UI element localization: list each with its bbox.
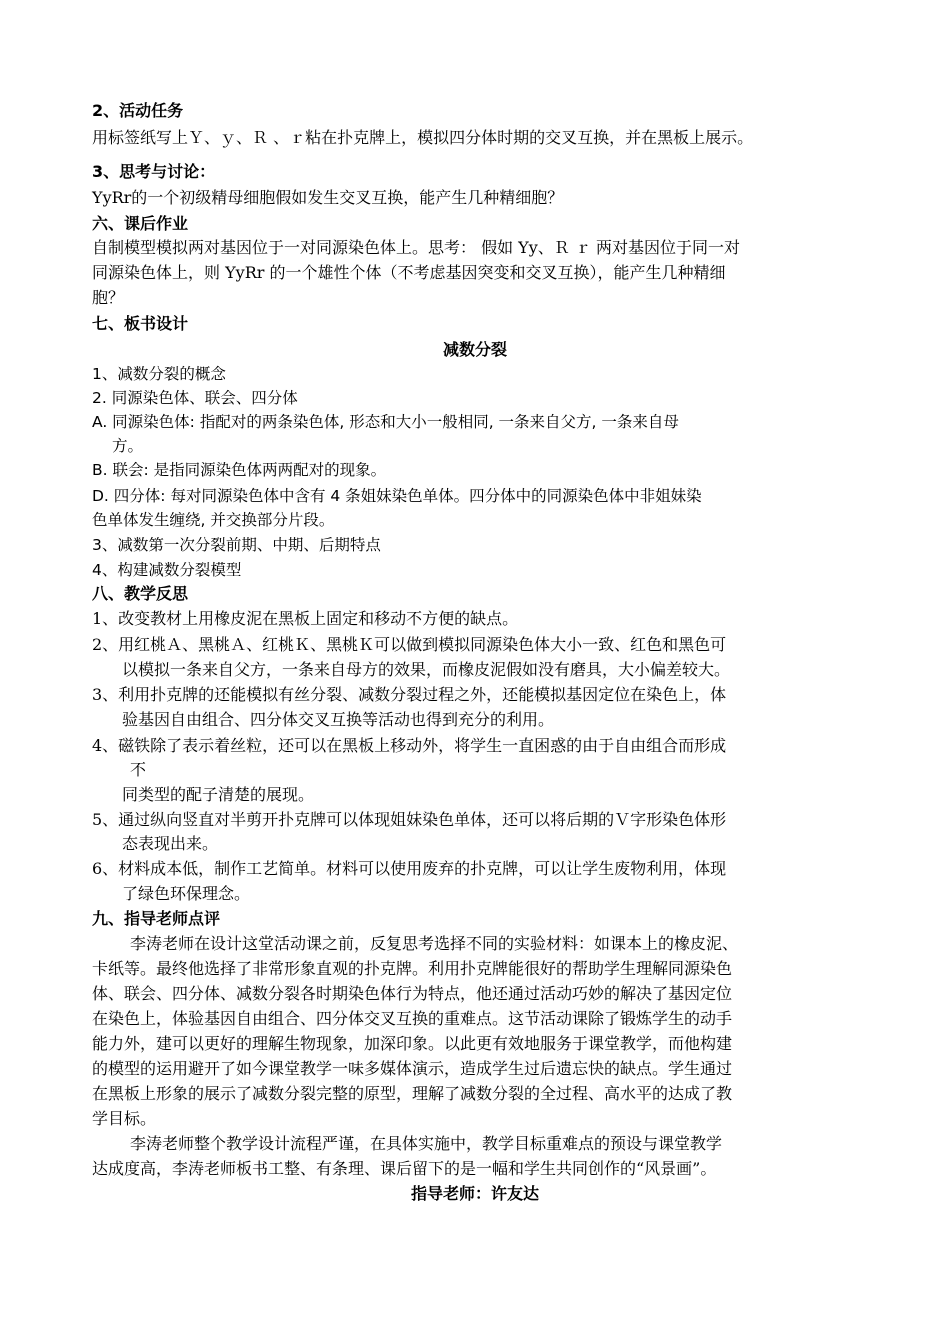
reflection-line: 了绿色环保理念。	[122, 884, 251, 903]
board-line: 方。	[112, 437, 144, 455]
reflection-line: 1、改变教材上用橡皮泥在黑板上固定和移动不方便的缺点。	[92, 609, 519, 628]
discussion-heading: 3、思考与讨论：	[92, 162, 216, 181]
reflection-line: 6、材料成本低，制作工艺简单。材料可以使用废弃的扑克牌，可以让学生废物利用，体现	[92, 859, 727, 878]
reflection-line: 验基因自由组合、四分体交叉互换等活动也得到充分的利用。	[122, 710, 555, 729]
reflection-line: 4、磁铁除了表示着丝粒，还可以在黑板上移动外，将学生一直困惑的由于自由组合而形成	[92, 736, 727, 755]
homework-heading: 六、课后作业	[92, 214, 189, 233]
board-line: 3、减数第一次分裂前期、中期、后期特点	[92, 536, 381, 554]
board-title: 减数分裂	[442, 340, 507, 359]
activity-task-heading: 2、活动任务	[92, 101, 184, 120]
board-line: 1、减数分裂的概念	[92, 365, 226, 383]
board-line: B. 联会: 是指同源染色体两两配对的现象。	[92, 461, 387, 479]
comment-line: 达成度高，李涛老师板书工整、有条理、课后留下的是一幅和学生共同创作的“风景画”。	[92, 1159, 717, 1178]
reflection-line: 5、通过纵向竖直对半剪开扑克牌可以体现姐妹染色单体，还可以将后期的Ｖ字形染色体形	[92, 810, 727, 829]
advisor-signature: 指导老师：许友达	[410, 1184, 539, 1203]
comment-line: 李涛老师在设计这堂活动课之前，反复思考选择不同的实验材料：如课本上的橡皮泥、	[130, 934, 739, 953]
reflection-heading: 八、教学反思	[92, 584, 189, 603]
reflection-line: 3、利用扑克牌的还能模拟有丝分裂、减数分裂过程之外，还能模拟基因定位在染色上，体	[92, 685, 727, 704]
comment-line: 在黑板上形象的展示了减数分裂完整的原型，理解了减数分裂的全过程、高水平的达成了教	[92, 1084, 733, 1103]
reflection-line: 同类型的配子清楚的展现。	[122, 785, 315, 804]
board-line: A. 同源染色体: 指配对的两条染色体, 形态和大小一般相同, 一条来自父方, 一条来自母	[92, 413, 679, 431]
board-line: D. 四分体: 每对同源染色体中含有 4 条姐妹染色单体。四分体中的同源染色体中非姐妹染	[92, 487, 702, 505]
reflection-line: 态表现出来。	[122, 834, 219, 853]
comment-line: 在染色上，体验基因自由组合、四分体交叉互换的重难点。这节活动课除了锻炼学生的动手	[92, 1009, 733, 1028]
activity-task-text: 用标签纸写上Ｙ、ｙ、Ｒ 、ｒ粘在扑克牌上，模拟四分体时期的交叉互换，并在黑板上展示。	[92, 128, 754, 147]
comment-line: 能力外，建可以更好的理解生物现象，加深印象。以此更有效地服务于课堂教学，而他构建	[92, 1034, 733, 1053]
comment-line: 卡纸等。最终他选择了非常形象直观的扑克牌。利用扑克牌能很好的帮助学生理解同源染色	[92, 959, 733, 978]
homework-line: 自制模型模拟两对基因位于一对同源染色体上。思考： 假如 Yy、Ｒ ｒ 两对基因位于同一对	[92, 238, 740, 257]
comment-line: 体、联会、四分体、减数分裂各时期染色体行为特点，他还通过活动巧妙的解决了基因定位	[92, 984, 733, 1003]
reflection-line: 2、用红桃Ａ、黑桃Ａ、红桃Ｋ、黑桃Ｋ可以做到模拟同源染色体大小一致、红色和黑色可	[92, 635, 727, 654]
board-line: 2. 同源染色体、联会、四分体	[92, 389, 298, 407]
board-line: 4、构建减数分裂模型	[92, 561, 242, 579]
discussion-text: YyRr的一个初级精母细胞假如发生交叉互换，能产生几种精细胞？	[92, 188, 564, 207]
board-line: 色单体发生缠绕, 并交换部分片段。	[92, 511, 335, 529]
reflection-line: 不	[130, 760, 147, 779]
reflection-line: 以模拟一条来自父方，一条来自母方的效果，而橡皮泥假如没有磨具，大小偏差较大。	[122, 660, 731, 679]
comment-line: 的模型的运用避开了如今课堂教学一味多媒体演示，造成学生过后遗忘快的缺点。学生通过	[92, 1059, 733, 1078]
homework-line: 胞？	[92, 288, 125, 307]
comment-line: 学目标。	[92, 1109, 157, 1128]
homework-line: 同源染色体上，则 YyRr 的一个雄性个体（不考虑基因突变和交叉互换），能产生几种精细	[92, 263, 726, 282]
board-heading: 七、板书设计	[92, 314, 189, 333]
comment-line: 李涛老师整个教学设计流程严谨，在具体实施中，教学目标重难点的预设与课堂教学	[130, 1134, 723, 1153]
comment-heading: 九、指导老师点评	[92, 909, 221, 928]
